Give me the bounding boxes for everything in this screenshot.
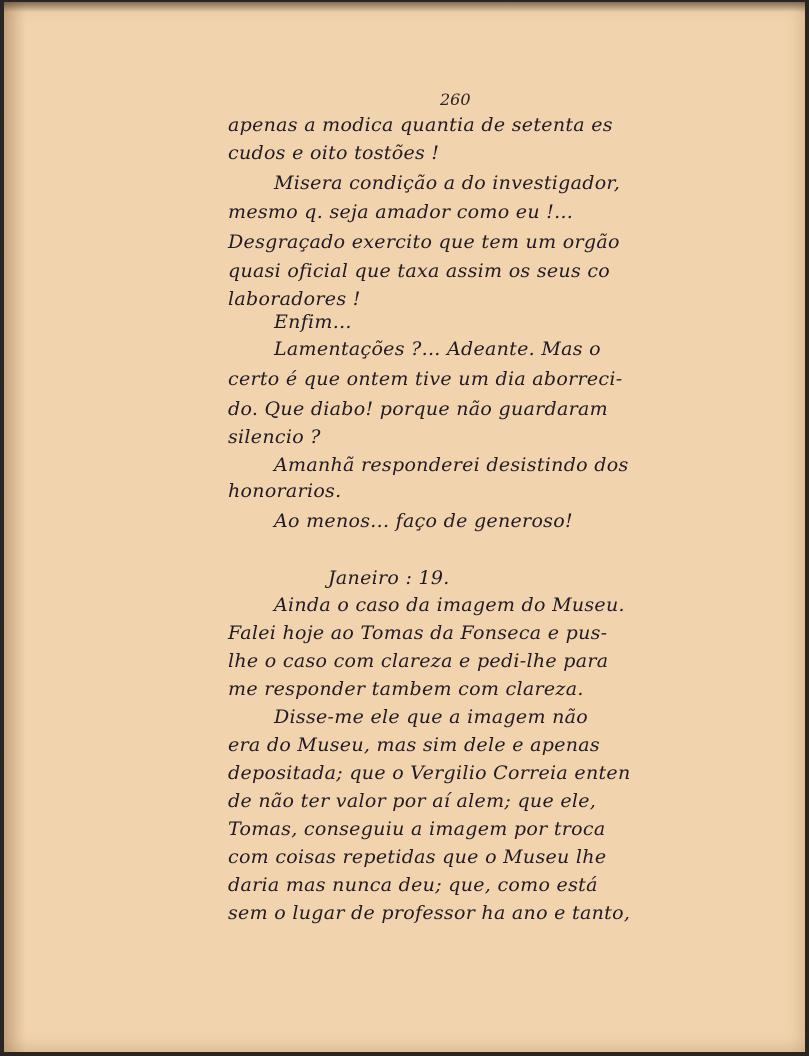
page-shadow-left: [4, 2, 26, 1052]
text-line: Enfim...: [274, 311, 352, 333]
entry-date-heading: Janeiro : 19.: [328, 567, 450, 589]
text-line: cudos e oito tostões !: [228, 142, 440, 164]
text-line: honorarios.: [228, 480, 342, 502]
notebook-page: [4, 2, 805, 1052]
text-line: Ainda o caso da imagem do Museu.: [274, 594, 625, 616]
text-line: laboradores !: [228, 288, 361, 310]
text-line: era do Museu, mas sim dele e apenas: [228, 734, 600, 756]
text-line: Amanhã responderei desistindo dos: [274, 454, 629, 476]
text-line: Ao menos... faço de generoso!: [274, 510, 573, 532]
text-line: sem o lugar de professor ha ano e tanto,: [228, 902, 631, 924]
text-line: silencio ?: [228, 426, 321, 448]
text-line: Desgraçado exercito que tem um orgão: [228, 231, 620, 253]
text-line: apenas a modica quantia de setenta es: [228, 114, 613, 136]
page-shadow-top: [4, 2, 805, 12]
text-line: depositada; que o Vergilio Correia enten: [228, 762, 631, 784]
text-line: daria mas nunca deu; que, como está: [228, 874, 598, 896]
page-number: 260: [440, 90, 471, 109]
text-line: com coisas repetidas que o Museu lhe: [228, 846, 607, 868]
text-line: Tomas, conseguiu a imagem por troca: [228, 818, 606, 840]
text-line: Lamentações ?... Adeante. Mas o: [274, 338, 601, 360]
text-line: de não ter valor por aí alem; que ele,: [228, 790, 597, 812]
text-line: quasi oficial que taxa assim os seus co: [228, 260, 611, 282]
text-line: do. Que diabo! porque não guardaram: [228, 398, 608, 420]
text-line: Misera condição a do investigador,: [274, 172, 621, 194]
text-line: me responder tambem com clareza.: [228, 678, 584, 700]
text-line: mesmo q. seja amador como eu !...: [228, 201, 574, 223]
text-line: Falei hoje ao Tomas da Fonseca e pus-: [228, 622, 608, 644]
text-line: Disse-me ele que a imagem não: [274, 706, 589, 728]
text-line: certo é que ontem tive um dia aborreci-: [228, 368, 623, 390]
text-line: lhe o caso com clareza e pedi-lhe para: [228, 650, 609, 672]
